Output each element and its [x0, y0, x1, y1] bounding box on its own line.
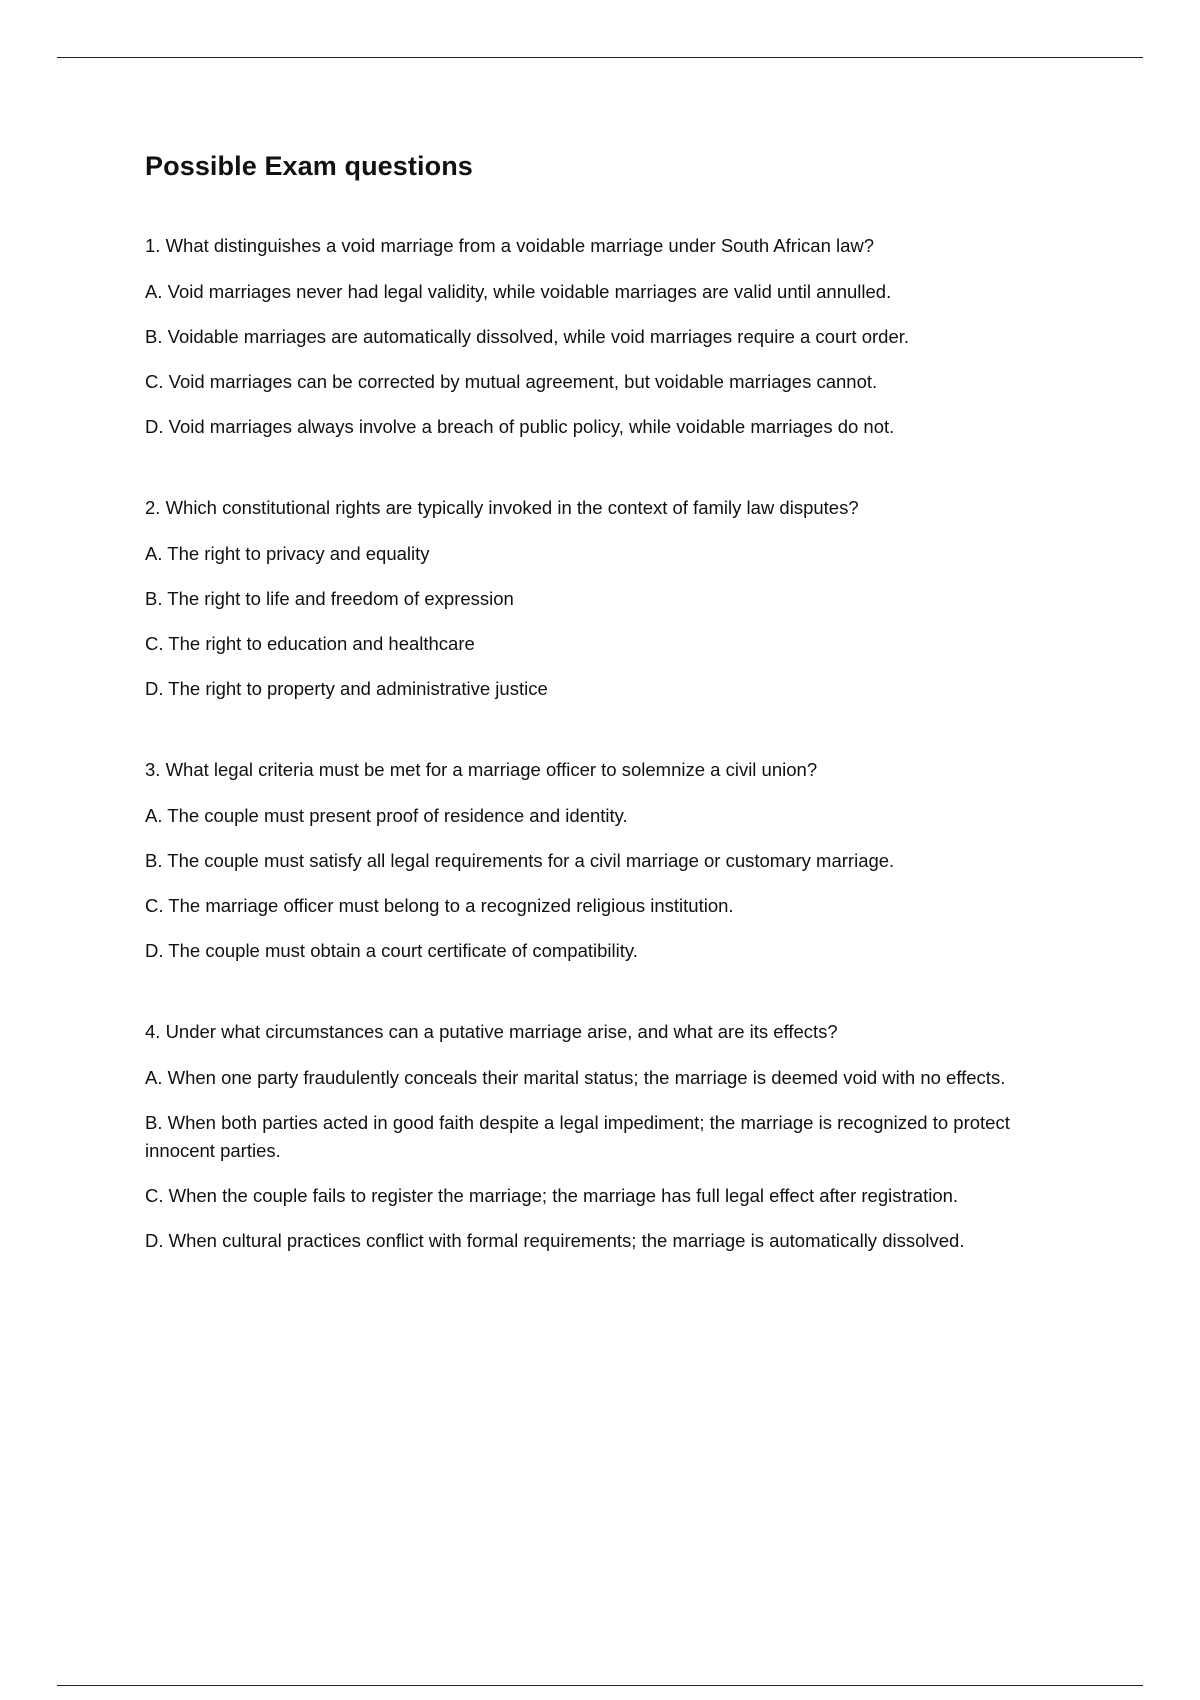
question-3: [145, 758, 1065, 965]
option-c: C. Void marriages can be corrected by mutual agreement, but voidable marriages cannot.: [145, 371, 878, 392]
option-c: C. The marriage officer must belong to a recognized religious institution.: [145, 895, 734, 916]
option-d: D. Void marriages always involve a breach of public policy, while voidable marriages do not.: [145, 416, 895, 437]
question-4: [145, 1020, 1065, 1255]
question-2: [145, 496, 1065, 703]
footer-rule: [57, 1685, 1143, 1686]
document-body: [145, 148, 1065, 1310]
option-d: D. The right to property and administrative justice: [145, 678, 548, 699]
header-rule: [57, 57, 1143, 58]
option-b: B. When both parties acted in good faith despite a legal impediment; the marriage is recognized to protect innocent parties.: [145, 1112, 1010, 1161]
question-1: [145, 234, 1065, 441]
question-text: 2. Which constitutional rights are typically invoked in the context of family law disputes?: [145, 497, 859, 518]
option-a: A. The right to privacy and equality: [145, 543, 430, 564]
option-c: C. When the couple fails to register the marriage; the marriage has full legal effect after registration.: [145, 1185, 959, 1206]
option-c: C. The right to education and healthcare: [145, 633, 475, 654]
option-a: A. Void marriages never had legal validity, while voidable marriages are valid until annulled.: [145, 281, 892, 302]
question-text: 3. What legal criteria must be met for a marriage officer to solemnize a civil union?: [145, 759, 818, 780]
option-a: A. When one party fraudulently conceals their marital status; the marriage is deemed void with no effects.: [145, 1067, 1006, 1088]
option-b: B. The couple must satisfy all legal requirements for a civil marriage or customary marriage.: [145, 850, 895, 871]
option-d: D. The couple must obtain a court certificate of compatibility.: [145, 940, 638, 961]
option-d: D. When cultural practices conflict with formal requirements; the marriage is automatically dissolved.: [145, 1230, 965, 1251]
question-text: 1. What distinguishes a void marriage from a voidable marriage under South African law?: [145, 235, 875, 256]
option-b: B. The right to life and freedom of expression: [145, 588, 514, 609]
page-title: Possible Exam questions: [145, 151, 473, 181]
option-b: B. Voidable marriages are automatically dissolved, while void marriages require a court order.: [145, 326, 910, 347]
option-a: A. The couple must present proof of residence and identity.: [145, 805, 628, 826]
question-text: 4. Under what circumstances can a putative marriage arise, and what are its effects?: [145, 1021, 838, 1042]
